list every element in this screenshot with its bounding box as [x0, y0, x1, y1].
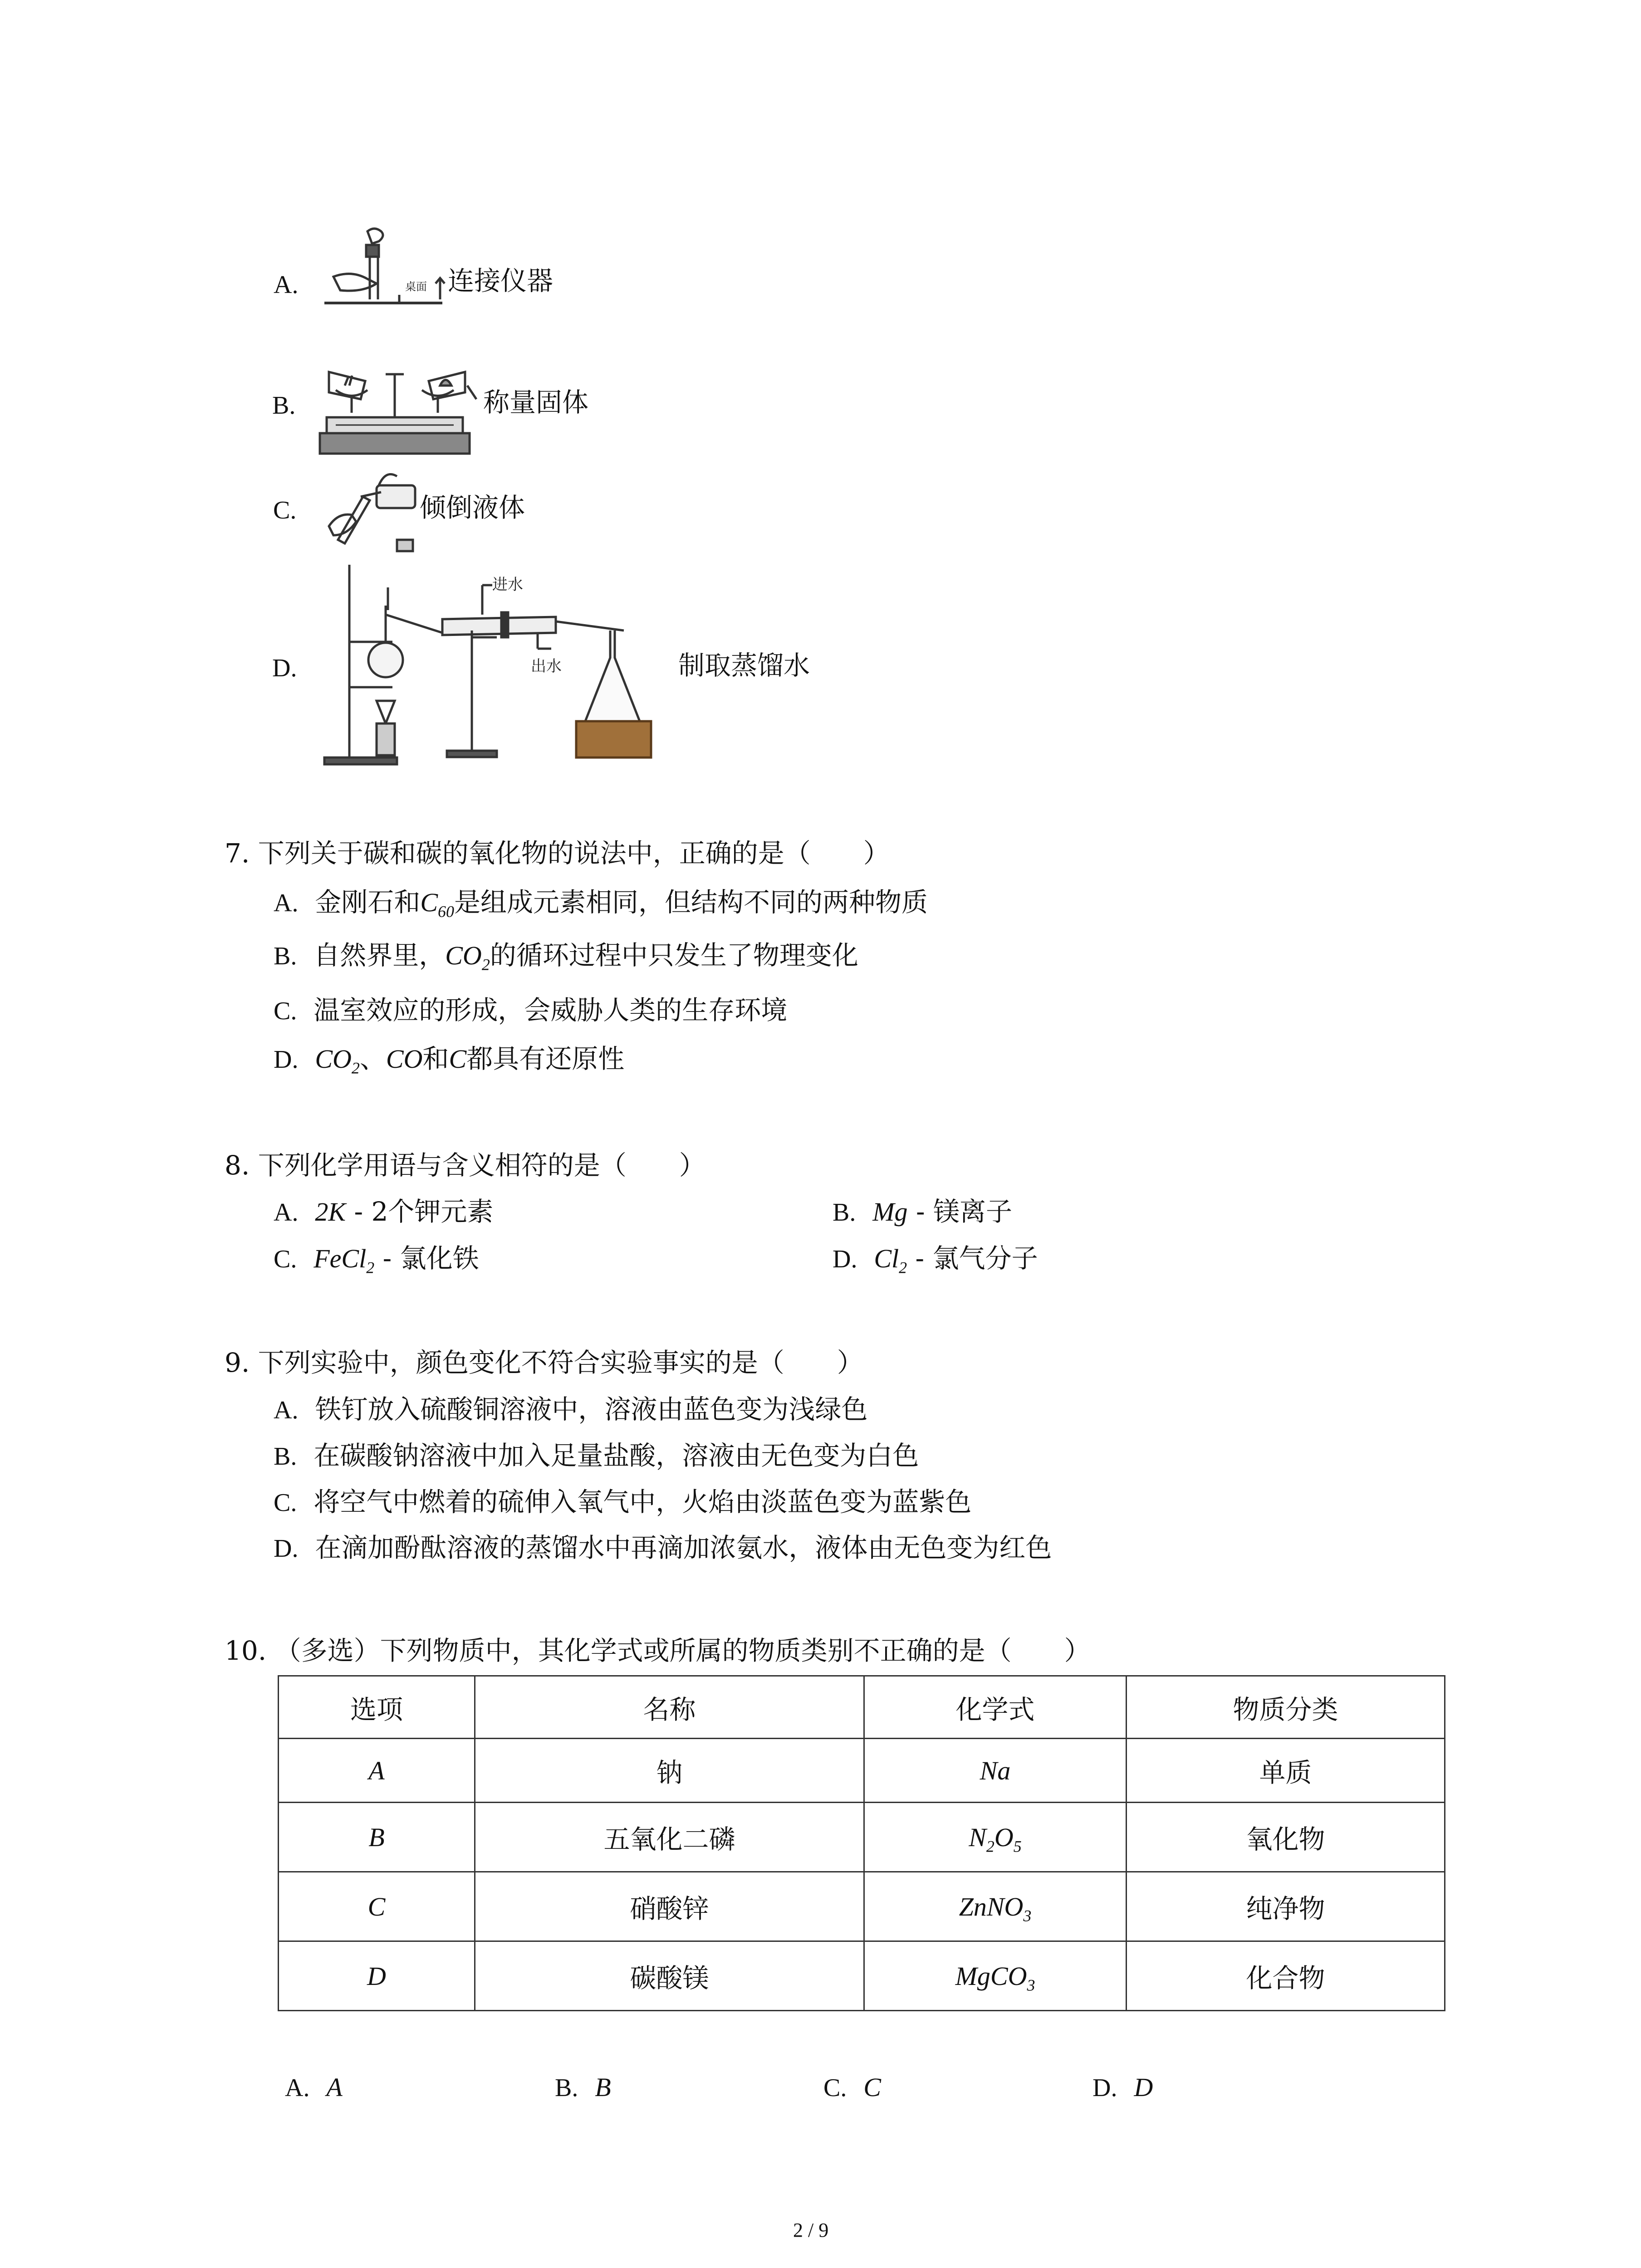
q7-stem: 7. 下列关于碳和碳的氧化物的说法中，正确的是（ ） — [225, 838, 890, 869]
cell-name: 钠 — [475, 1739, 864, 1803]
q6-pour-liquid-figure — [324, 467, 424, 558]
q10-answer-b: B. B — [555, 2072, 611, 2102]
table-header-row — [279, 1676, 1445, 1739]
q10-stem: 10. （多选）下列物质中，其化学式或所属的物质类别不正确的是（ ） — [225, 1635, 1091, 1666]
water-out-label: 出水 — [531, 657, 562, 675]
q8-option-c: C. FeCl$_2$ - 氯化铁 — [274, 1243, 479, 1277]
cell-category: 纯净物 — [1127, 1872, 1445, 1941]
q6-connect-apparatus-figure — [324, 227, 460, 313]
cell-category: 单质 — [1127, 1739, 1445, 1803]
q7-option-c: C. 温室效应的形成，会威胁人类的生存环境 — [274, 995, 788, 1026]
q6-balance-figure — [318, 358, 476, 460]
cell-name: 五氧化二磷 — [475, 1803, 864, 1872]
cell-formula: $N_2O_5$ — [864, 1803, 1127, 1872]
q6-option-a-letter: A. — [274, 271, 299, 299]
q9-option-b: B. 在碳酸钠溶液中加入足量盐酸，溶液由无色变为白色 — [274, 1440, 919, 1471]
header-formula: 化学式 — [864, 1676, 1127, 1739]
cell-option: C — [279, 1872, 475, 1941]
cell-option: D — [279, 1941, 475, 2011]
table-row — [279, 1739, 1445, 1803]
q6-option-b-letter: B. — [272, 391, 296, 420]
water-in-label: 进水 — [492, 576, 523, 594]
table-row — [279, 1941, 1445, 2011]
q9-option-c: C. 将空气中燃着的硫伸入氧气中，火焰由淡蓝色变为蓝紫色 — [274, 1486, 972, 1517]
table-row — [279, 1872, 1445, 1941]
q8-option-a: A. 2K - 2个钾元素 — [274, 1196, 494, 1227]
q8-option-d: D. $Cl_2$ - 氯气分子 — [833, 1243, 1038, 1277]
q6-option-d-letter: D. — [272, 654, 297, 682]
q10-answer-c: C. C — [823, 2072, 881, 2102]
header-name: 名称 — [475, 1676, 864, 1739]
q9-stem: 9. 下列实验中，颜色变化不符合实验事实的是（ ） — [225, 1347, 863, 1378]
q10-answer-a: A. A — [285, 2072, 343, 2102]
cell-name: 硝酸锌 — [475, 1872, 864, 1941]
desk-label: 桌面 — [405, 280, 427, 293]
q9-option-d: D. 在滴加酚酞溶液的蒸馏水中再滴加浓氨水，液体由无色变为红色 — [274, 1532, 1052, 1563]
q6-option-b-caption: 称量固体 — [483, 387, 589, 418]
q7-option-a: A. 金刚石和$C_{60}$是组成元素相同，但结构不同的两种物质 — [274, 887, 928, 921]
header-option: 选项 — [279, 1676, 475, 1739]
q8-option-b: B. Mg - 镁离子 — [833, 1196, 1013, 1227]
cell-option: B — [279, 1803, 475, 1872]
q6-option-d-caption: 制取蒸馏水 — [678, 650, 810, 681]
table-row — [279, 1803, 1445, 1872]
cell-formula: MgCO$_3$ — [864, 1941, 1127, 2011]
cell-category: 化合物 — [1127, 1941, 1445, 2011]
cell-formula: Na — [864, 1739, 1127, 1803]
page-number: 2 / 9 — [793, 2219, 829, 2241]
q10-answer-d: D. D — [1092, 2072, 1153, 2102]
q6-distillation-figure — [324, 565, 687, 769]
q7-option-d: D. $CO_2$、CO和C都具有还原性 — [274, 1043, 625, 1077]
cell-name: 碳酸镁 — [475, 1941, 864, 2011]
q7-option-b: B. 自然界里，$CO_2$的循环过程中只发生了物理变化 — [274, 940, 858, 974]
header-category: 物质分类 — [1127, 1676, 1445, 1739]
q6-option-c-letter: C. — [273, 496, 297, 524]
cell-category: 氧化物 — [1127, 1803, 1445, 1872]
q6-option-c-caption: 倾倒液体 — [420, 492, 525, 523]
cell-option: A — [279, 1739, 475, 1803]
q8-stem: 8. 下列化学用语与含义相符的是（ ） — [225, 1150, 705, 1181]
q10-table — [278, 1675, 1445, 2011]
cell-formula: ZnNO$_3$ — [864, 1872, 1127, 1941]
q9-option-a: A. 铁钉放入硫酸铜溶液中，溶液由蓝色变为浅绿色 — [274, 1394, 868, 1425]
q6-option-a-caption: 连接仪器 — [448, 265, 554, 296]
